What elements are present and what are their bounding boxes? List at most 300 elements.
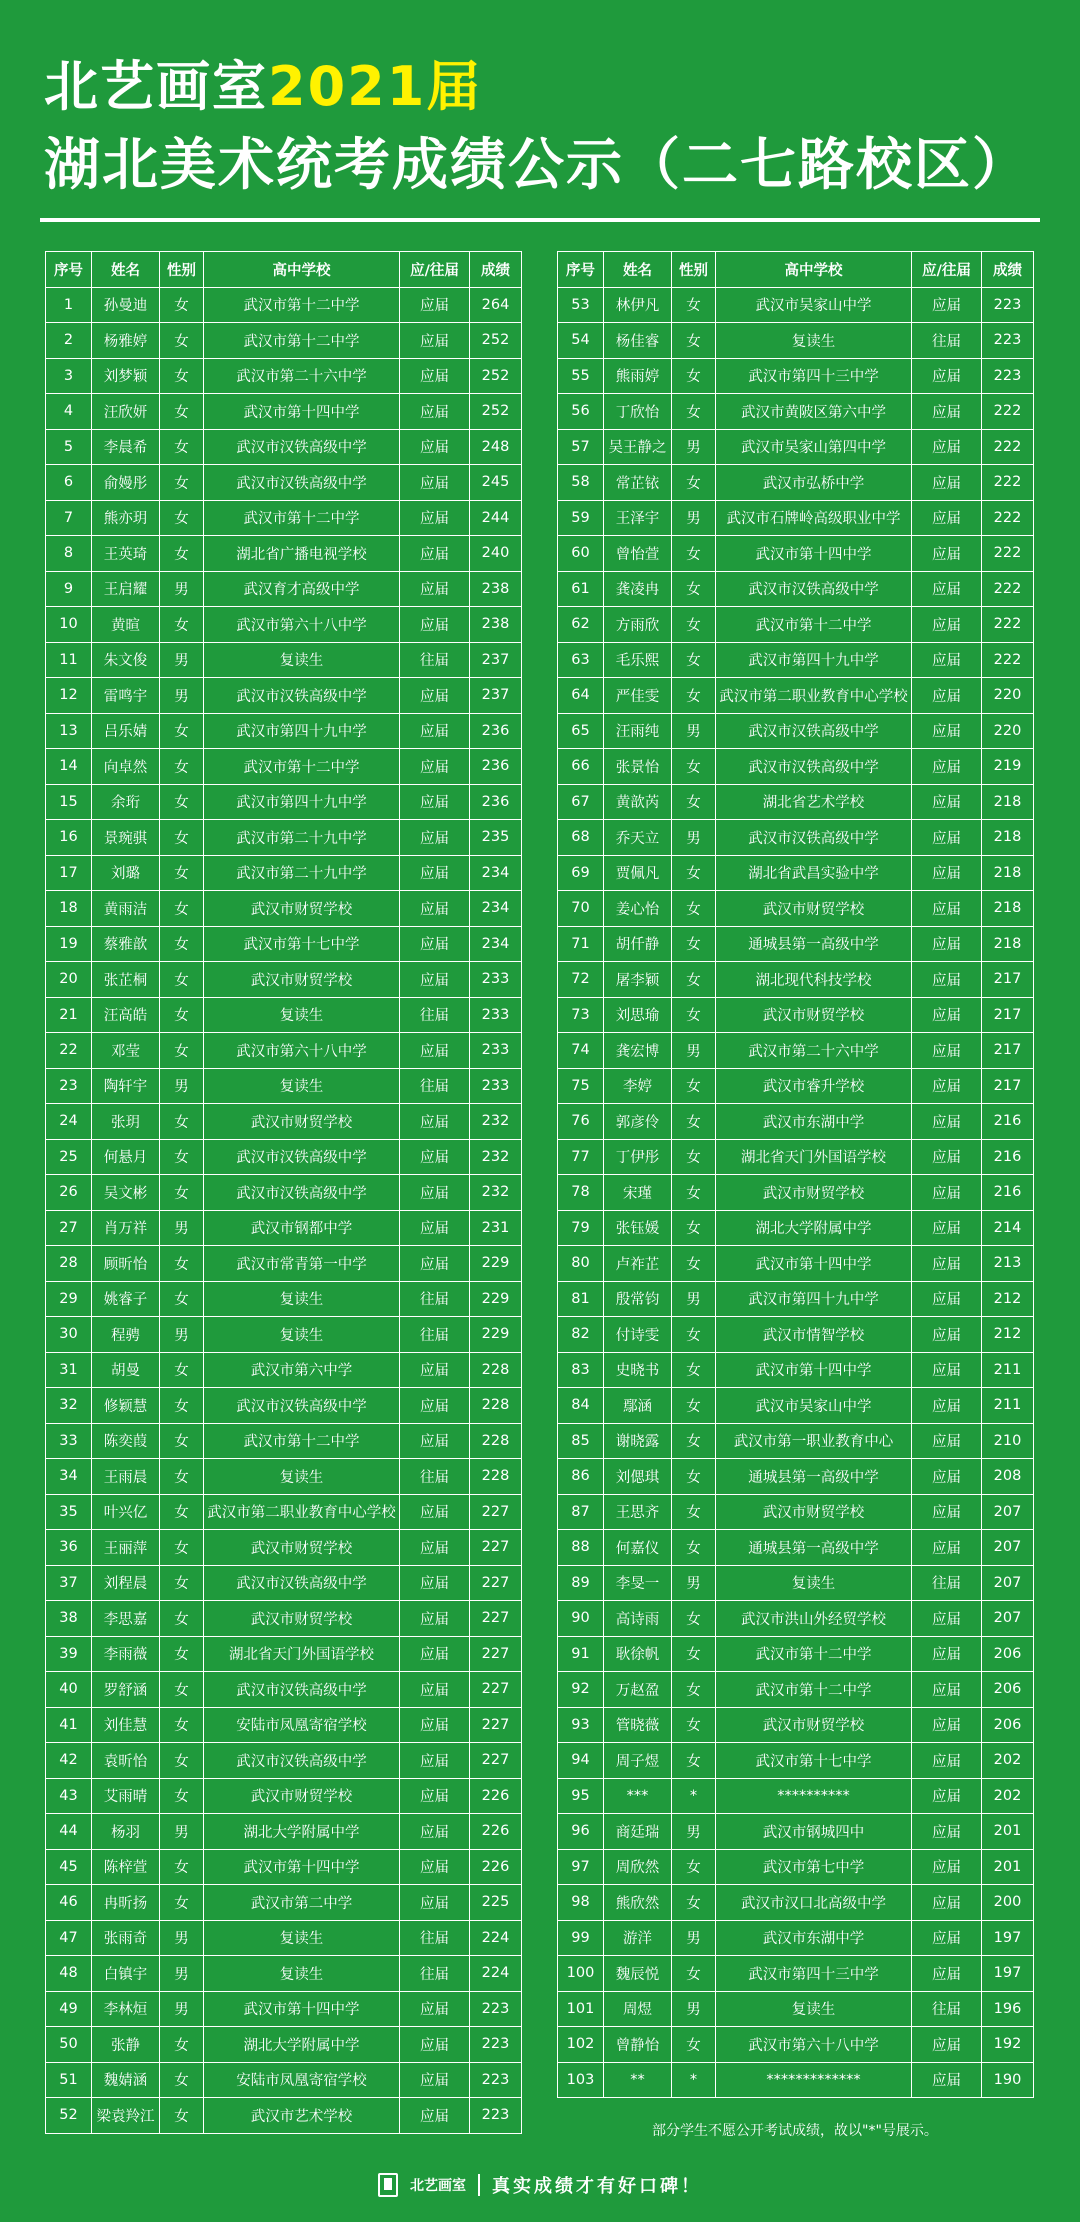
cell-name: 胡仟静 bbox=[604, 926, 672, 962]
cell-rank: 40 bbox=[46, 1672, 92, 1708]
cell-rank: 96 bbox=[558, 1814, 604, 1850]
cell-school: 通城县第一高级中学 bbox=[716, 1459, 912, 1495]
cell-score: 227 bbox=[470, 1530, 522, 1566]
cell-rank: 6 bbox=[46, 465, 92, 501]
table-row bbox=[558, 607, 1034, 643]
table-row bbox=[558, 784, 1034, 820]
cell-gender: 女 bbox=[160, 784, 204, 820]
cell-rank: 56 bbox=[558, 394, 604, 430]
cell-rank: 70 bbox=[558, 891, 604, 927]
cell-rank: 74 bbox=[558, 1033, 604, 1069]
cell-name: 刘璐 bbox=[92, 855, 160, 891]
cell-rank: 53 bbox=[558, 287, 604, 323]
table-row bbox=[558, 1210, 1034, 1246]
cell-rank: 61 bbox=[558, 571, 604, 607]
cell-rank: 75 bbox=[558, 1068, 604, 1104]
cell-score: 240 bbox=[470, 536, 522, 572]
cell-rank: 67 bbox=[558, 784, 604, 820]
cell-rank: 93 bbox=[558, 1707, 604, 1743]
cell-name: 罗舒涵 bbox=[92, 1672, 160, 1708]
cell-score: 218 bbox=[982, 891, 1034, 927]
cell-status: 往届 bbox=[912, 323, 982, 359]
table-row bbox=[46, 855, 522, 891]
table-row bbox=[558, 500, 1034, 536]
cell-gender: 女 bbox=[672, 1707, 716, 1743]
cell-status: 往届 bbox=[400, 642, 470, 678]
cell-school: 武汉市第一职业教育中心 bbox=[716, 1423, 912, 1459]
cell-status: 往届 bbox=[912, 1565, 982, 1601]
cell-gender: 男 bbox=[160, 678, 204, 714]
cell-name: 张静 bbox=[92, 2027, 160, 2063]
cell-gender: 男 bbox=[160, 1991, 204, 2027]
cell-name: 熊亦玥 bbox=[92, 500, 160, 536]
cell-status: 应届 bbox=[912, 1530, 982, 1566]
cell-gender: 女 bbox=[672, 1636, 716, 1672]
cell-gender: 男 bbox=[160, 571, 204, 607]
cell-name: 姜心怡 bbox=[604, 891, 672, 927]
cell-school: 武汉市睿升学校 bbox=[716, 1068, 912, 1104]
table-row bbox=[46, 536, 522, 572]
cell-gender: 女 bbox=[672, 1956, 716, 1992]
cell-rank: 14 bbox=[46, 749, 92, 785]
table-row bbox=[558, 1991, 1034, 2027]
cell-status: 应届 bbox=[912, 678, 982, 714]
cell-rank: 66 bbox=[558, 749, 604, 785]
cell-status: 应届 bbox=[912, 287, 982, 323]
cell-name: 汪欣妍 bbox=[92, 394, 160, 430]
cell-school: 武汉市财贸学校 bbox=[716, 997, 912, 1033]
cell-school: 武汉市第十四中学 bbox=[204, 1849, 400, 1885]
cell-status: 应届 bbox=[400, 1707, 470, 1743]
cell-name: 程骋 bbox=[92, 1317, 160, 1353]
cell-gender: 男 bbox=[672, 1033, 716, 1069]
cell-gender: 女 bbox=[672, 1246, 716, 1282]
table-row bbox=[46, 1530, 522, 1566]
cell-rank: 77 bbox=[558, 1139, 604, 1175]
cell-gender: 男 bbox=[672, 1281, 716, 1317]
table-row bbox=[46, 1068, 522, 1104]
cell-name: 史晓书 bbox=[604, 1352, 672, 1388]
cell-gender: 女 bbox=[160, 1388, 204, 1424]
cell-name: 吴文彬 bbox=[92, 1175, 160, 1211]
cell-status: 应届 bbox=[400, 571, 470, 607]
cell-gender: 女 bbox=[160, 1139, 204, 1175]
cell-score: 202 bbox=[982, 1743, 1034, 1779]
table-row bbox=[558, 2027, 1034, 2063]
cell-rank: 4 bbox=[46, 394, 92, 430]
cell-school: 武汉市第二十六中学 bbox=[716, 1033, 912, 1069]
cell-school: 武汉市第十二中学 bbox=[204, 749, 400, 785]
column-header-rank: 序号 bbox=[46, 252, 92, 288]
cell-rank: 23 bbox=[46, 1068, 92, 1104]
column-header-name: 姓名 bbox=[604, 252, 672, 288]
score-table-right bbox=[557, 251, 1034, 2098]
cell-school: 武汉市洪山外经贸学校 bbox=[716, 1601, 912, 1637]
table-row bbox=[558, 678, 1034, 714]
cell-score: 190 bbox=[982, 2062, 1034, 2098]
cell-rank: 81 bbox=[558, 1281, 604, 1317]
cell-status: 应届 bbox=[400, 500, 470, 536]
cell-gender: 女 bbox=[160, 1743, 204, 1779]
cell-rank: 64 bbox=[558, 678, 604, 714]
cell-name: 张芷桐 bbox=[92, 962, 160, 998]
cell-score: 252 bbox=[470, 323, 522, 359]
cell-rank: 24 bbox=[46, 1104, 92, 1140]
cell-name: 谢晓露 bbox=[604, 1423, 672, 1459]
cell-school: 武汉市第十四中学 bbox=[204, 394, 400, 430]
column-header-score: 成绩 bbox=[470, 252, 522, 288]
cell-school: 复读生 bbox=[716, 1991, 912, 2027]
cell-status: 应届 bbox=[400, 1814, 470, 1850]
cell-gender: 女 bbox=[672, 642, 716, 678]
cell-status: 应届 bbox=[400, 1565, 470, 1601]
cell-school: 武汉市汉口北高级中学 bbox=[716, 1885, 912, 1921]
cell-school: 武汉市第二十六中学 bbox=[204, 358, 400, 394]
cell-status: 应届 bbox=[400, 2098, 470, 2134]
table-row bbox=[558, 1459, 1034, 1495]
cell-gender: 女 bbox=[672, 536, 716, 572]
cell-school: 武汉市汉铁高级中学 bbox=[204, 1139, 400, 1175]
cell-status: 应届 bbox=[912, 1139, 982, 1175]
cell-score: 238 bbox=[470, 607, 522, 643]
table-row bbox=[46, 713, 522, 749]
cell-score: 216 bbox=[982, 1104, 1034, 1140]
cell-school: 武汉市第十二中学 bbox=[204, 287, 400, 323]
cell-school: 武汉市汉铁高级中学 bbox=[716, 713, 912, 749]
table-row bbox=[558, 1530, 1034, 1566]
cell-gender: 女 bbox=[672, 358, 716, 394]
cell-gender: 女 bbox=[160, 1672, 204, 1708]
cell-score: 234 bbox=[470, 891, 522, 927]
cell-rank: 28 bbox=[46, 1246, 92, 1282]
cell-name: 胡曼 bbox=[92, 1352, 160, 1388]
cell-status: 应届 bbox=[400, 1175, 470, 1211]
cell-score: 238 bbox=[470, 571, 522, 607]
table-row bbox=[46, 2098, 522, 2134]
cell-status: 应届 bbox=[912, 642, 982, 678]
cell-rank: 16 bbox=[46, 820, 92, 856]
cell-name: 梁袁羚江 bbox=[92, 2098, 160, 2134]
cell-score: 232 bbox=[470, 1104, 522, 1140]
cell-name: 屠李颖 bbox=[604, 962, 672, 998]
cell-rank: 52 bbox=[46, 2098, 92, 2134]
title-year: 2021届 bbox=[268, 55, 483, 118]
table-row bbox=[558, 571, 1034, 607]
table-row bbox=[46, 1352, 522, 1388]
cell-gender: 女 bbox=[672, 891, 716, 927]
cell-school: 武汉市第十二中学 bbox=[716, 1636, 912, 1672]
table-row bbox=[558, 1139, 1034, 1175]
cell-school: 武汉市第二十九中学 bbox=[204, 855, 400, 891]
cell-status: 应届 bbox=[912, 465, 982, 501]
cell-name: 李晨希 bbox=[92, 429, 160, 465]
cell-rank: 1 bbox=[46, 287, 92, 323]
cell-gender: 女 bbox=[160, 926, 204, 962]
cell-name: 毛乐熙 bbox=[604, 642, 672, 678]
cell-gender: 女 bbox=[672, 287, 716, 323]
cell-gender: 女 bbox=[672, 1494, 716, 1530]
table-row bbox=[46, 607, 522, 643]
cell-status: 应届 bbox=[400, 1210, 470, 1246]
cell-status: 往届 bbox=[400, 1920, 470, 1956]
cell-school: 复读生 bbox=[204, 1956, 400, 1992]
cell-gender: 女 bbox=[160, 607, 204, 643]
cell-score: 217 bbox=[982, 997, 1034, 1033]
cell-school: 复读生 bbox=[204, 1317, 400, 1353]
cell-name: 陈奕葭 bbox=[92, 1423, 160, 1459]
cell-name: 刘梦颖 bbox=[92, 358, 160, 394]
cell-school: 武汉市第四十三中学 bbox=[716, 358, 912, 394]
cell-score: 212 bbox=[982, 1281, 1034, 1317]
cell-status: 应届 bbox=[912, 855, 982, 891]
cell-school: 武汉市第二职业教育中心学校 bbox=[716, 678, 912, 714]
cell-score: 245 bbox=[470, 465, 522, 501]
cell-score: 207 bbox=[982, 1530, 1034, 1566]
cell-name: 何悬月 bbox=[92, 1139, 160, 1175]
cell-gender: 女 bbox=[160, 287, 204, 323]
cell-name: 何嘉仪 bbox=[604, 1530, 672, 1566]
cell-school: 武汉市财贸学校 bbox=[204, 1778, 400, 1814]
cell-name: 王丽萍 bbox=[92, 1530, 160, 1566]
cell-score: 252 bbox=[470, 394, 522, 430]
cell-school: 武汉市第四十九中学 bbox=[204, 784, 400, 820]
cell-name: 王英琦 bbox=[92, 536, 160, 572]
cell-status: 应届 bbox=[912, 1175, 982, 1211]
cell-status: 应届 bbox=[400, 1743, 470, 1779]
cell-school: 武汉市财贸学校 bbox=[204, 962, 400, 998]
cell-status: 应届 bbox=[912, 1849, 982, 1885]
cell-school: 武汉市第十二中学 bbox=[204, 1423, 400, 1459]
cell-score: 201 bbox=[982, 1849, 1034, 1885]
cell-gender: 女 bbox=[160, 2098, 204, 2134]
cell-score: 226 bbox=[470, 1814, 522, 1850]
cell-score: 207 bbox=[982, 1494, 1034, 1530]
cell-rank: 102 bbox=[558, 2027, 604, 2063]
cell-name: 王泽宇 bbox=[604, 500, 672, 536]
title-divider bbox=[40, 218, 1040, 222]
cell-gender: 女 bbox=[672, 962, 716, 998]
table-row bbox=[558, 749, 1034, 785]
column-header-score: 成绩 bbox=[982, 252, 1034, 288]
cell-gender: 女 bbox=[160, 358, 204, 394]
cell-status: 应届 bbox=[912, 1707, 982, 1743]
cell-school: 武汉市第四十三中学 bbox=[716, 1956, 912, 1992]
cell-status: 往届 bbox=[400, 1281, 470, 1317]
cell-name: 龚宏博 bbox=[604, 1033, 672, 1069]
column-header-status: 应/往届 bbox=[912, 252, 982, 288]
cell-score: 226 bbox=[470, 1778, 522, 1814]
table-row bbox=[558, 1565, 1034, 1601]
cell-status: 应届 bbox=[400, 287, 470, 323]
cell-gender: 女 bbox=[672, 678, 716, 714]
cell-school: ************* bbox=[716, 2062, 912, 2098]
footer-divider bbox=[478, 2174, 480, 2196]
table-row bbox=[46, 1459, 522, 1495]
cell-gender: 女 bbox=[160, 1885, 204, 1921]
cell-rank: 38 bbox=[46, 1601, 92, 1637]
cell-school: 武汉市第十四中学 bbox=[716, 1246, 912, 1282]
cell-rank: 30 bbox=[46, 1317, 92, 1353]
cell-score: 225 bbox=[470, 1885, 522, 1921]
table-row bbox=[46, 642, 522, 678]
cell-name: 耿徐帆 bbox=[604, 1636, 672, 1672]
cell-rank: 95 bbox=[558, 1778, 604, 1814]
cell-status: 应届 bbox=[400, 1494, 470, 1530]
table-row bbox=[558, 891, 1034, 927]
cell-rank: 69 bbox=[558, 855, 604, 891]
cell-school: 复读生 bbox=[716, 1565, 912, 1601]
cell-score: 224 bbox=[470, 1920, 522, 1956]
table-row bbox=[558, 1246, 1034, 1282]
cell-status: 应届 bbox=[912, 1210, 982, 1246]
cell-score: 213 bbox=[982, 1246, 1034, 1282]
cell-status: 应届 bbox=[912, 2062, 982, 2098]
cell-school: 武汉育才高级中学 bbox=[204, 571, 400, 607]
cell-rank: 5 bbox=[46, 429, 92, 465]
table-row bbox=[558, 358, 1034, 394]
table-row bbox=[46, 1849, 522, 1885]
cell-name: 周欣然 bbox=[604, 1849, 672, 1885]
cell-gender: 女 bbox=[672, 323, 716, 359]
cell-score: 216 bbox=[982, 1139, 1034, 1175]
cell-status: 应届 bbox=[400, 1530, 470, 1566]
cell-status: 应届 bbox=[400, 1423, 470, 1459]
cell-rank: 42 bbox=[46, 1743, 92, 1779]
cell-school: 武汉市东湖中学 bbox=[716, 1104, 912, 1140]
cell-status: 往届 bbox=[400, 997, 470, 1033]
cell-gender: 女 bbox=[672, 1352, 716, 1388]
cell-name: 王雨晨 bbox=[92, 1459, 160, 1495]
cell-score: 224 bbox=[470, 1956, 522, 1992]
table-row bbox=[558, 855, 1034, 891]
cell-rank: 32 bbox=[46, 1388, 92, 1424]
cell-gender: 女 bbox=[160, 2027, 204, 2063]
table-row bbox=[46, 891, 522, 927]
cell-name: 龚凌冉 bbox=[604, 571, 672, 607]
cell-school: 复读生 bbox=[204, 1068, 400, 1104]
cell-rank: 87 bbox=[558, 1494, 604, 1530]
column-header-gender: 性别 bbox=[160, 252, 204, 288]
cell-rank: 37 bbox=[46, 1565, 92, 1601]
cell-score: 206 bbox=[982, 1707, 1034, 1743]
table-row bbox=[46, 1956, 522, 1992]
table-row bbox=[558, 394, 1034, 430]
cell-gender: 女 bbox=[672, 784, 716, 820]
cell-school: 武汉市第四十九中学 bbox=[716, 642, 912, 678]
cell-score: 222 bbox=[982, 642, 1034, 678]
cell-gender: 男 bbox=[672, 429, 716, 465]
cell-status: 应届 bbox=[400, 749, 470, 785]
cell-name: 俞嫚彤 bbox=[92, 465, 160, 501]
cell-rank: 92 bbox=[558, 1672, 604, 1708]
cell-rank: 82 bbox=[558, 1317, 604, 1353]
cell-school: 武汉市钢城四中 bbox=[716, 1814, 912, 1850]
cell-gender: 女 bbox=[672, 2027, 716, 2063]
cell-school: 武汉市财贸学校 bbox=[204, 1601, 400, 1637]
table-row bbox=[558, 1885, 1034, 1921]
cell-score: 222 bbox=[982, 536, 1034, 572]
table-row bbox=[558, 1956, 1034, 1992]
cell-score: 197 bbox=[982, 1920, 1034, 1956]
cell-name: ** bbox=[604, 2062, 672, 2098]
cell-status: 应届 bbox=[912, 713, 982, 749]
cell-score: 232 bbox=[470, 1175, 522, 1211]
cell-rank: 8 bbox=[46, 536, 92, 572]
cell-score: 218 bbox=[982, 855, 1034, 891]
cell-school: 武汉市汉铁高级中学 bbox=[204, 465, 400, 501]
cell-status: 应届 bbox=[912, 1423, 982, 1459]
cell-status: 往届 bbox=[400, 1317, 470, 1353]
cell-name: 鄢涵 bbox=[604, 1388, 672, 1424]
cell-rank: 91 bbox=[558, 1636, 604, 1672]
cell-gender: 女 bbox=[672, 855, 716, 891]
cell-score: 236 bbox=[470, 749, 522, 785]
cell-gender: 女 bbox=[672, 1885, 716, 1921]
cell-gender: 男 bbox=[672, 500, 716, 536]
cell-status: 往届 bbox=[912, 1991, 982, 2027]
table-row bbox=[558, 1317, 1034, 1353]
cell-name: 袁昕怡 bbox=[92, 1743, 160, 1779]
cell-gender: 女 bbox=[160, 1494, 204, 1530]
cell-score: 219 bbox=[982, 749, 1034, 785]
cell-score: 201 bbox=[982, 1814, 1034, 1850]
cell-score: 222 bbox=[982, 607, 1034, 643]
table-row bbox=[558, 465, 1034, 501]
cell-score: 223 bbox=[982, 358, 1034, 394]
cell-name: 丁欣怡 bbox=[604, 394, 672, 430]
cell-rank: 58 bbox=[558, 465, 604, 501]
table-row bbox=[46, 997, 522, 1033]
cell-rank: 59 bbox=[558, 500, 604, 536]
cell-score: 236 bbox=[470, 784, 522, 820]
table-row bbox=[46, 1210, 522, 1246]
cell-school: 武汉市汉铁高级中学 bbox=[204, 1388, 400, 1424]
cell-status: 应届 bbox=[400, 2062, 470, 2098]
cell-status: 应届 bbox=[912, 571, 982, 607]
cell-score: 237 bbox=[470, 642, 522, 678]
cell-rank: 9 bbox=[46, 571, 92, 607]
cell-status: 应届 bbox=[400, 536, 470, 572]
cell-name: 雷鸣宇 bbox=[92, 678, 160, 714]
cell-status: 应届 bbox=[912, 1281, 982, 1317]
cell-name: 李婷 bbox=[604, 1068, 672, 1104]
cell-rank: 60 bbox=[558, 536, 604, 572]
cell-name: 周子煜 bbox=[604, 1743, 672, 1779]
cell-rank: 80 bbox=[558, 1246, 604, 1282]
table-header-row bbox=[558, 252, 1034, 288]
cell-score: 223 bbox=[470, 2098, 522, 2134]
cell-school: 武汉市第二中学 bbox=[204, 1885, 400, 1921]
cell-score: 220 bbox=[982, 713, 1034, 749]
cell-rank: 7 bbox=[46, 500, 92, 536]
cell-school: 武汉市汉铁高级中学 bbox=[204, 429, 400, 465]
brand-logo-icon bbox=[378, 2173, 398, 2197]
cell-name: 林伊凡 bbox=[604, 287, 672, 323]
cell-school: 通城县第一高级中学 bbox=[716, 926, 912, 962]
cell-status: 应届 bbox=[400, 1388, 470, 1424]
cell-status: 应届 bbox=[400, 1033, 470, 1069]
cell-status: 应届 bbox=[912, 1068, 982, 1104]
cell-status: 应届 bbox=[400, 891, 470, 927]
cell-rank: 41 bbox=[46, 1707, 92, 1743]
table-row bbox=[46, 1778, 522, 1814]
cell-school: 武汉市汉铁高级中学 bbox=[204, 678, 400, 714]
cell-school: 武汉市第十二中学 bbox=[716, 607, 912, 643]
cell-rank: 19 bbox=[46, 926, 92, 962]
cell-school: 武汉市第六十八中学 bbox=[204, 1033, 400, 1069]
cell-gender: 女 bbox=[160, 997, 204, 1033]
cell-score: 218 bbox=[982, 820, 1034, 856]
